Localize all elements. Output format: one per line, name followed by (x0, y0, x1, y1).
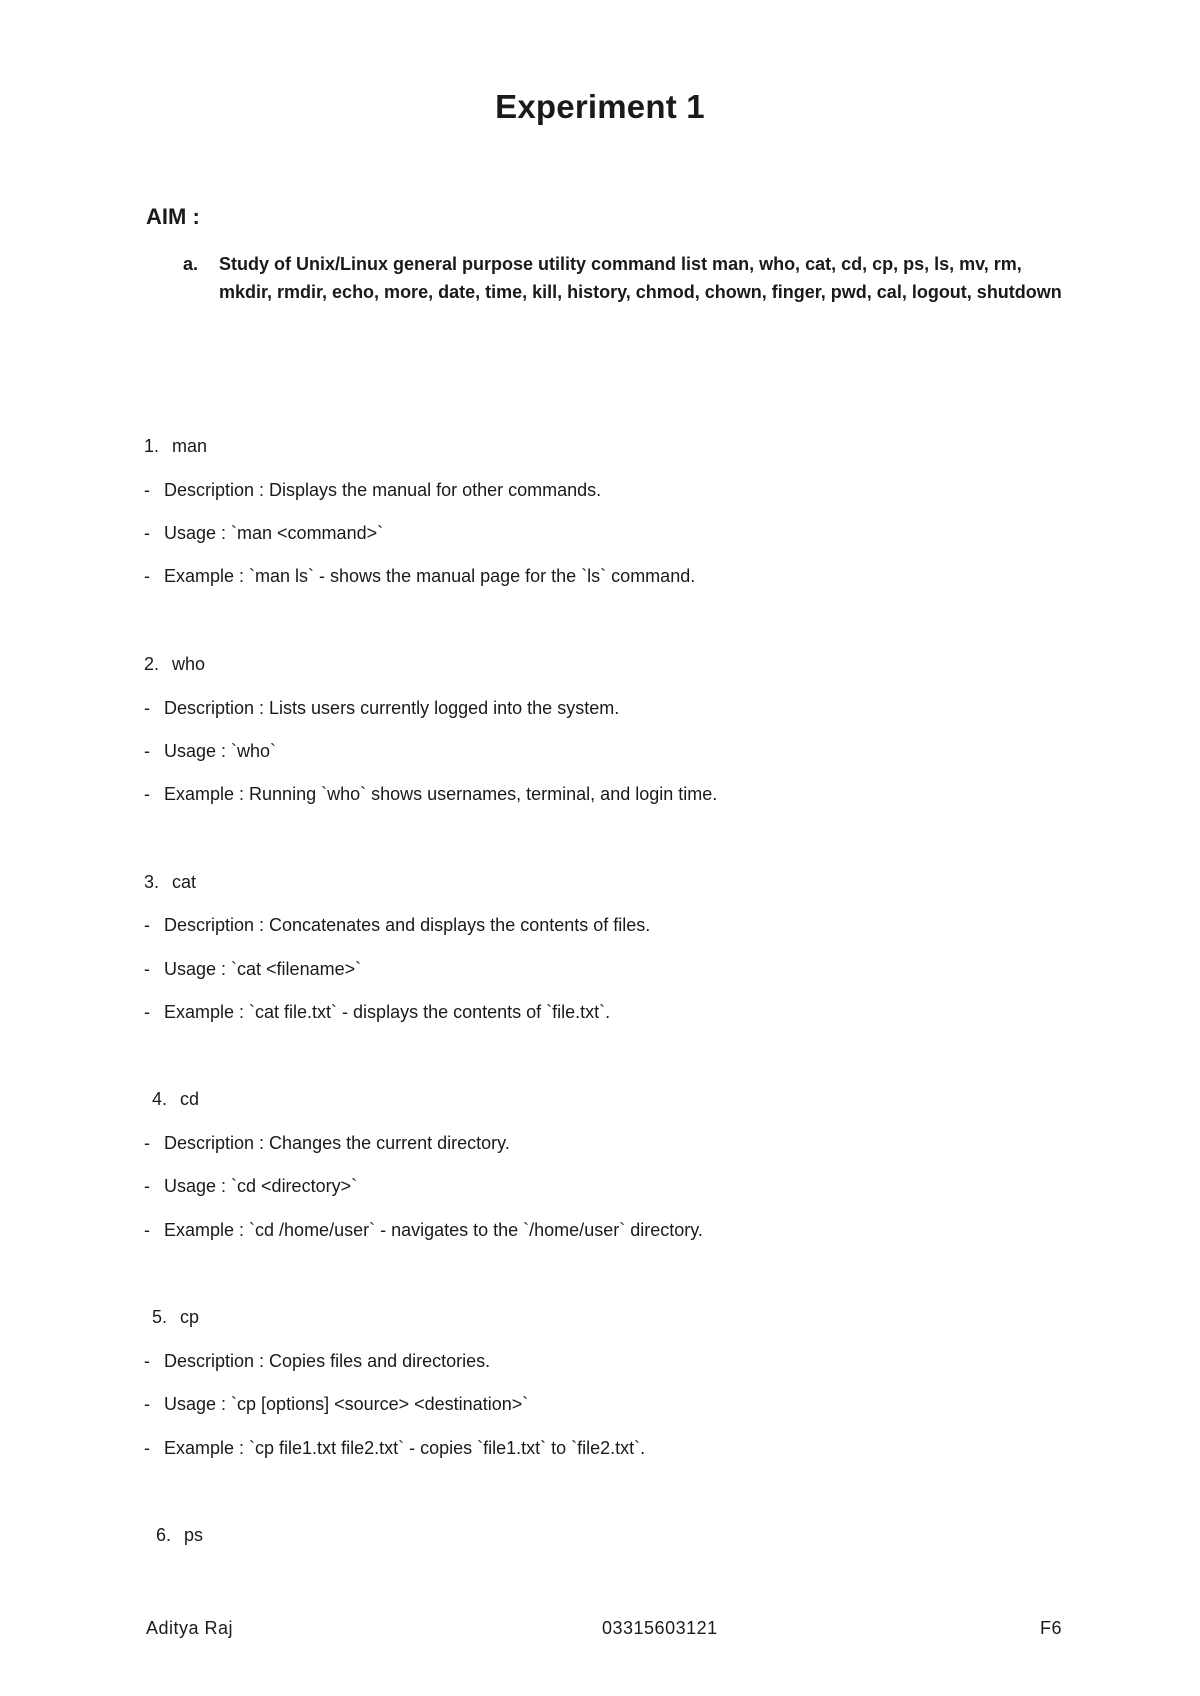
command-usage (144, 1176, 357, 1197)
example-text: Example : Running `who` shows usernames, terminal, and login time. (164, 784, 718, 804)
usage-text: Usage : `man <command>` (164, 523, 384, 543)
footer-section: F6 (1040, 1618, 1063, 1638)
command-description (144, 1133, 510, 1154)
page-title: Experiment 1 (495, 88, 705, 125)
command-heading (144, 872, 196, 893)
usage-text: Usage : `cp [options] <source> <destination>` (164, 1394, 529, 1414)
bullet-dash: - (144, 959, 150, 979)
command-description (144, 480, 601, 501)
command-name: cp (180, 1307, 200, 1327)
example-text: Example : `man ls` - shows the manual page for the `ls` command. (164, 566, 696, 586)
command-usage (144, 523, 383, 544)
example-text: Example : `cd /home/user` - navigates to the `/home/user` directory. (164, 1220, 703, 1240)
command-usage (144, 959, 361, 980)
command-example (144, 1438, 645, 1459)
command-example (144, 784, 717, 805)
aim-list-item (183, 250, 1063, 306)
bullet-dash: - (144, 915, 150, 935)
bullet-dash: - (144, 1438, 150, 1458)
command-name: cat (172, 872, 197, 892)
command-heading (152, 1307, 199, 1328)
command-usage (144, 1394, 528, 1415)
command-number: 2. (144, 654, 160, 674)
footer-roll-number: 03315603121 (602, 1618, 718, 1638)
command-example (144, 566, 695, 587)
bullet-dash: - (144, 480, 150, 500)
command-heading (144, 436, 207, 457)
command-name: who (172, 654, 206, 674)
description-text: Description : Changes the current directory. (164, 1133, 510, 1153)
bullet-dash: - (144, 1220, 150, 1240)
command-example (144, 1220, 703, 1241)
command-name: cd (180, 1089, 200, 1109)
example-text: Example : `cp file1.txt file2.txt` - copies `file1.txt` to `file2.txt`. (164, 1438, 646, 1458)
command-number: 1. (144, 436, 160, 456)
bullet-dash: - (144, 1351, 150, 1371)
aim-item-marker: a. (183, 254, 199, 274)
bullet-dash: - (144, 1394, 150, 1414)
bullet-dash: - (144, 784, 150, 804)
bullet-dash: - (144, 1002, 150, 1022)
bullet-dash: - (144, 523, 150, 543)
command-heading (152, 1089, 199, 1110)
command-number: 5. (152, 1307, 168, 1327)
aim-heading: AIM : (146, 204, 200, 229)
command-name: man (172, 436, 208, 456)
command-usage (144, 741, 276, 762)
command-description (144, 915, 650, 936)
command-name: ps (184, 1525, 204, 1545)
bullet-dash: - (144, 1133, 150, 1153)
command-description (144, 698, 619, 719)
example-text: Example : `cat file.txt` - displays the contents of `file.txt`. (164, 1002, 611, 1022)
bullet-dash: - (144, 1176, 150, 1196)
command-description (144, 1351, 490, 1372)
bullet-dash: - (144, 698, 150, 718)
bullet-dash: - (144, 741, 150, 761)
bullet-dash: - (144, 566, 150, 586)
command-heading (156, 1525, 203, 1546)
aim-item-text: Study of Unix/Linux general purpose utility command list man, who, cat, cd, cp, ps, ls, mv, rm, mkdir, rmdir, echo, more, date, time, kill, history, chmod, chown, finger, pwd, cal, logout, shutdown (219, 254, 1062, 302)
description-text: Description : Copies files and directories. (164, 1351, 491, 1371)
command-heading (144, 654, 205, 675)
command-number: 4. (152, 1089, 168, 1109)
footer-student-name: Aditya Raj (146, 1618, 234, 1638)
command-example (144, 1002, 610, 1023)
description-text: Description : Concatenates and displays the contents of files. (164, 915, 651, 935)
usage-text: Usage : `cd <directory>` (164, 1176, 358, 1196)
description-text: Description : Displays the manual for other commands. (164, 480, 602, 500)
description-text: Description : Lists users currently logged into the system. (164, 698, 620, 718)
command-number: 3. (144, 872, 160, 892)
command-number: 6. (156, 1525, 172, 1545)
usage-text: Usage : `cat <filename>` (164, 959, 362, 979)
usage-text: Usage : `who` (164, 741, 277, 761)
